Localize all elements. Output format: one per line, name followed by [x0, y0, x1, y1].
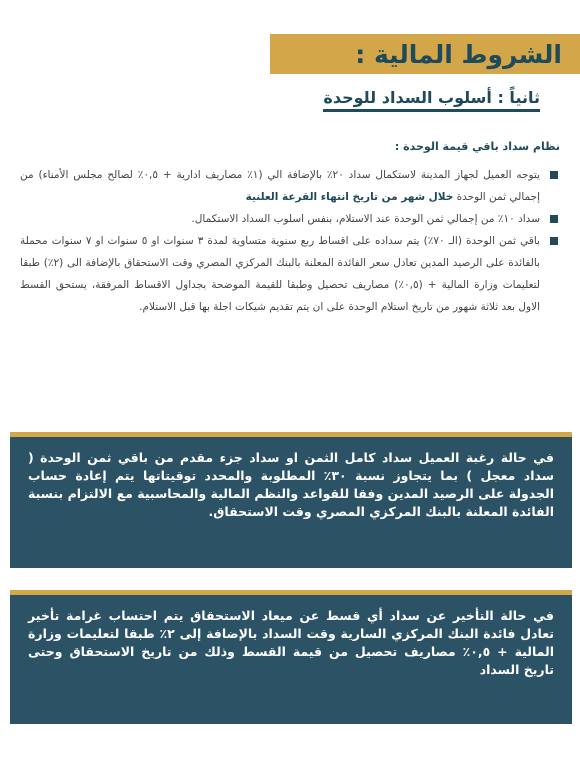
late-payment-text: في حالة التأخير عن سداد أي قسط عن ميعاد الاستحقاق يتم احتساب غرامة تأخير تعادل فائدة البنك المركزي السارية وقت السداد بالإضافة إلى ٢٪ طبقا لتعليمات وزارة المالية + ٠,٥٪ مصاريف تحصيل من قيمة القسط وذلك من تاريخ الاستحقاق وحتى تاريخ السداد [28, 608, 554, 677]
late-payment-note [10, 590, 572, 724]
list-item-text: يتوجه العميل لجهاز المدينة لاستكمال سداد ٢٠٪ بالإضافة الي (١٪ مصاريف ادارية + ٠,٥٪ لصالح مجلس الأمناء) من إجمالي ثمن الوحدة [20, 169, 540, 203]
page-title: الشروط المالية : [355, 39, 562, 69]
payment-terms-list [20, 164, 560, 318]
list-item [20, 164, 560, 208]
early-payment-text: في حالة رغبة العميل سداد كامل الثمن او سداد جزء مقدم من باقي ثمن الوحدة ( سداد معجل ) بما يتجاوز نسبة ٣٠٪ المطلوبة والمحدد توقيتاتها يتم إعادة حساب الجدولة على الرصيد المدين وفقا للقواعد والنظم المالية والمحاسبية مع الالتزام بنسبة الفائدة المعلنة بالبنك المركزي المصري وقت الاستحقاق. [28, 450, 554, 519]
list-item [20, 208, 560, 230]
square-bullet-icon [550, 215, 558, 223]
square-bullet-icon [550, 171, 558, 179]
payment-system-label: نظام سداد باقي قيمة الوحدة : [394, 140, 560, 153]
title-band [270, 34, 580, 74]
list-item [20, 230, 560, 318]
square-bullet-icon [550, 237, 558, 245]
list-item-text: باقي ثمن الوحدة (الـ ٧٠٪) يتم سداده على اقساط ربع سنوية متساوية لمدة ٣ سنوات او ٥ سنوات او ٧ سنوات محملة بالفائدة على الرصيد المدين تعادل سعر الفائدة المعلنة بالبنك المركزي المصري وقت الاستحقاق بالإضافة الى (٢٪) طبقا لتعليمات وزارة المالية + (٠,٥٪) مصاريف تحصيل وطبقا للقيمة الموضحة بجداول الاقساط المرفقة، يستحق القسط الاول بعد ثلاثة شهور من تاريخ استلام الوحدة على ان يتم تقديم شيكات اجلة بها قبل الاستلام. [20, 235, 540, 313]
list-item-emphasis: خلال شهر من تاريخ انتهاء القرعة العلنية [245, 191, 454, 203]
early-payment-note [10, 432, 572, 568]
section-subtitle: ثانياً : أسلوب السداد للوحدة [323, 88, 540, 112]
list-item-text: سداد ١٠٪ من إجمالي ثمن الوحدة عند الاستلام، بنفس اسلوب السداد الاستكمال. [191, 213, 540, 225]
